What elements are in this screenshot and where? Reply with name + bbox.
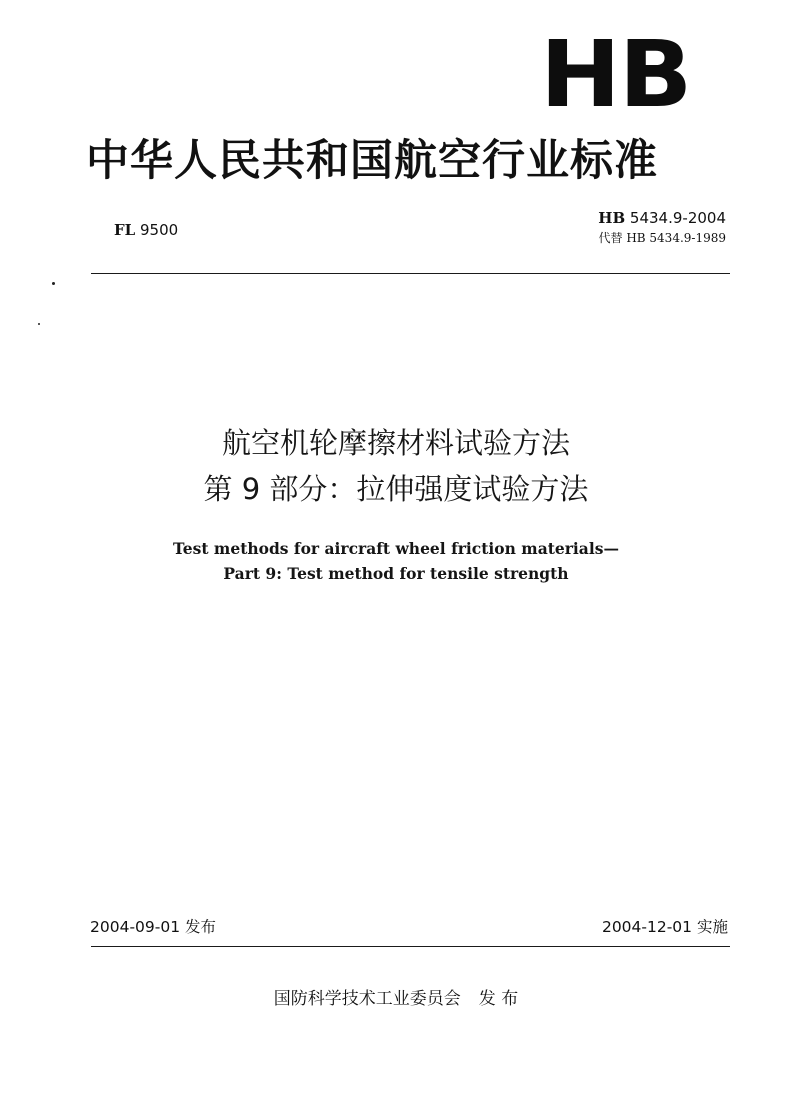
classification-prefix: FL [114, 221, 136, 239]
footer-divider [91, 946, 730, 947]
standard-category-title: 中华人民共和国航空行业标准 [86, 136, 658, 186]
header-divider [91, 273, 730, 274]
issue-date [90, 916, 216, 938]
replaces-standard: 代替 HB 5434.9-1989 [598, 231, 726, 245]
scan-speck [38, 323, 40, 325]
implementation-date [602, 916, 728, 938]
standard-number [598, 208, 726, 228]
publisher-name: 国防科学技术工业委员会 [273, 989, 461, 1009]
english-title-line-1: Test methods for aircraft wheel friction materials— [173, 539, 619, 558]
standard-prefix: HB [598, 209, 626, 227]
scan-speck [52, 282, 55, 285]
issue-date-label: 发布 [185, 918, 217, 936]
publisher-label: 发 布 [478, 989, 519, 1009]
standard-number-value: 5434.9-2004 [629, 209, 726, 227]
issue-date-value: 2004-09-01 [90, 918, 181, 936]
implementation-date-value: 2004-12-01 [601, 918, 693, 936]
classification-number: 9500 [139, 221, 179, 239]
publisher [0, 987, 792, 1011]
english-title-line-2: Part 9: Test method for tensile strength [223, 564, 569, 583]
implementation-date-label: 实施 [696, 918, 728, 936]
chinese-title-line-1: 航空机轮摩擦材料试验方法 [221, 426, 570, 460]
chinese-title-line-2: 第 9 部分：拉伸强度试验方法 [203, 472, 589, 506]
hb-logo: HB [540, 21, 691, 128]
classification-code [114, 220, 178, 240]
